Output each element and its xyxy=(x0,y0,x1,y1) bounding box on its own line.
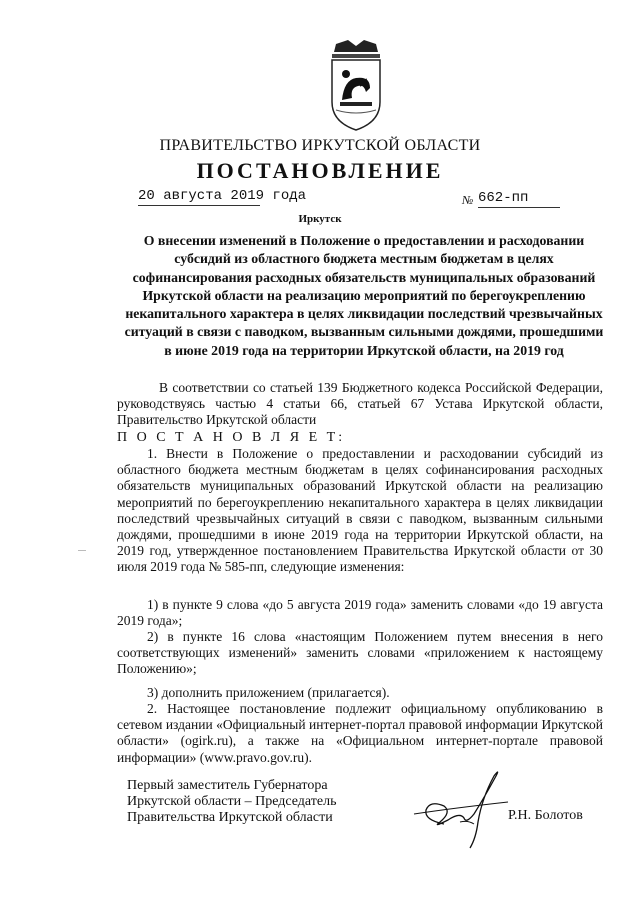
document-title: О внесении изменений в Положение о предоставлении и расходовании субсидий из областного бюджета местным бюджетам в целях софинансирования расходных обязательств муниципальных образований Иркутской области на реализацию мероприятий по берегоукреплению некапитального характера в целях ликвидации последствий чрезвычайных ситуаций в связи с паводком, вызванным сильными дождями, прошедшими в июне 2019 года на территории Иркутской области, на 2019 год xyxy=(124,233,604,358)
date-underline xyxy=(138,205,260,206)
signatory-position-line-3: Правительства Иркутской области xyxy=(127,810,333,825)
number-label: № xyxy=(462,193,474,207)
signatory-position-line-1: Первый заместитель Губернатора xyxy=(127,778,328,793)
item-1-1-paragraph: 1) в пункте 9 слова «до 5 августа 2019 года» заменить словами «до 19 августа 2019 года»; xyxy=(117,597,603,629)
signatory-position-line-2: Иркутской области – Председатель xyxy=(127,794,337,809)
item-1-paragraph: 1. Внести в Положение о предоставлении и расходовании субсидий из областного бюджета местным бюджетам в целях софинансирования расходных обязательств муниципальных образований Иркутской области на реализацию мероприятий по берегоукреплению некапитального характера в целях ликвидации последствий чрезвычайных ситуаций в связи с паводком, вызванным сильными дождями, прошедшими в июне 2019 года на территории Иркутской области, на 2019 год, утвержденное постановлением Правительства Иркутской области от 30 июля 2019 года № 585-пп, следующие изменения: xyxy=(117,446,603,575)
document-number xyxy=(478,190,528,206)
organization-name: ПРАВИТЕЛЬСТВО ИРКУТСКОЙ ОБЛАСТИ xyxy=(159,137,481,154)
coat-of-arms-icon xyxy=(326,40,386,136)
document-number-text: 662-пп xyxy=(478,190,529,206)
item-1-3-paragraph: 3) дополнить приложением (прилагается). xyxy=(147,685,390,700)
city: Иркутск xyxy=(298,213,342,225)
signatory-name: Р.Н. Болотов xyxy=(508,808,583,823)
item-2-paragraph: 2. Настоящее постановление подлежит официальному опубликованию в сетевом издании «Официальный интернет-портал правовой информации Иркутской области» (ogirk.ru), а также на «Официальном интернет-портале правовой информации» (www.pravo.gov.ru). xyxy=(117,701,603,765)
preamble-paragraph: В соответствии со статьей 139 Бюджетного кодекса Российской Федерации, руководствуясь частью 4 статьи 66, статьей 67 Устава Иркутской области, Правительство Иркутской области xyxy=(117,380,603,428)
number-underline xyxy=(478,207,560,208)
signatory-position xyxy=(127,778,336,826)
document-date xyxy=(138,188,306,204)
margin-mark xyxy=(78,550,86,551)
document-type: ПОСТАНОВЛЕНИЕ xyxy=(196,158,444,183)
resolves-heading: П О С Т А Н О В Л Я Е Т: xyxy=(117,430,346,445)
item-1-2-paragraph: 2) в пункте 16 слова «настоящим Положением путем внесения в него соответствующих изменений» заменить словами «приложением к настоящему Положению»; xyxy=(117,629,603,677)
handwritten-signature xyxy=(404,762,514,852)
document-date-text: 20 августа 2019 года xyxy=(138,188,307,204)
